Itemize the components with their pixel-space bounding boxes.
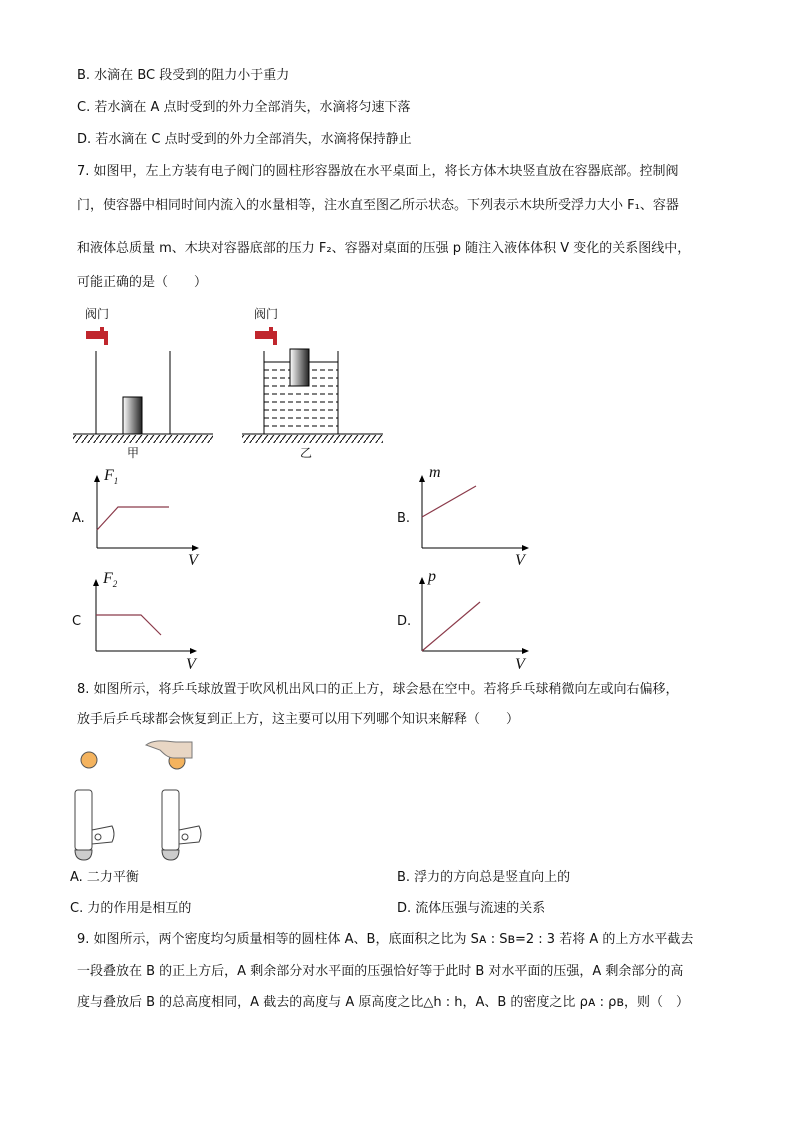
- graph-c-y-label: $F_2$: [103, 570, 118, 590]
- graph-c-line: [96, 615, 161, 635]
- figure-jia: [73, 327, 213, 443]
- wood-block: [123, 397, 142, 434]
- q9-text-line: 度与叠放后 B 的总高度相同，A 截去的高度与 A 原高度之比△h : h，A、B 的密度之比 ρᴀ : ρʙ，则（ ）: [77, 995, 689, 1010]
- q8-option-c: C. 力的作用是相互的: [70, 901, 192, 916]
- q9-text-line: 9. 如图所示，两个密度均匀质量相等的圆柱体 A、B，底面积之比为 Sᴀ : Sʙ=2 : 3 若将 A 的上方水平截去: [77, 932, 694, 947]
- graph-a-option: A.: [72, 511, 85, 526]
- graph-d-option: D.: [397, 614, 412, 629]
- graph-b-y-label: m: [429, 464, 441, 481]
- graph-b-x-label: V: [515, 552, 525, 569]
- ping-pong-ball: [81, 752, 97, 768]
- graph-a-line: [97, 507, 169, 530]
- q8-option-d: D. 流体压强与流速的关系: [397, 901, 546, 916]
- q9-text-line: 一段叠放在 B 的正上方后，A 剩余部分对水平面的压强恰好等于此时 B 对水平面的压强，A 剩余部分的高: [77, 964, 684, 979]
- hand-icon: [146, 741, 192, 758]
- hair-dryer-icon: [162, 790, 201, 860]
- graph-c-x-label: V: [186, 656, 196, 673]
- q8-text-line: 放手后乒乓球都会恢复到正上方，这主要可以用下列哪个知识来解释（ ）: [77, 712, 520, 727]
- figure-jia-label: 甲: [127, 446, 140, 460]
- graph-d-line: [422, 602, 480, 651]
- graph-a-x-label: V: [188, 552, 198, 569]
- figure-q8: [75, 741, 201, 860]
- hair-dryer-icon: [75, 790, 114, 860]
- graph-d-y-label: p: [428, 568, 436, 585]
- graph-a-y-label: $F_1$: [104, 467, 119, 487]
- q6-option-b: B. 水滴在 BC 段受到的阻力小于重力: [77, 68, 290, 83]
- q7-text-line: 可能正确的是（ ）: [77, 275, 208, 290]
- q8-option-b: B. 浮力的方向总是竖直向上的: [397, 870, 571, 885]
- wood-block: [290, 349, 309, 386]
- valve-label: 阀门: [85, 307, 110, 321]
- graph-d-x-label: V: [515, 656, 525, 673]
- faucet-icon: [86, 327, 108, 345]
- q7-text-line: 和液体总质量 m、木块对容器底部的压力 F₂、容器对桌面的压强 p 随注入液体体积 V 变化的关系图线中，: [77, 241, 691, 256]
- figure-yi-label: 乙: [300, 446, 313, 460]
- q8-text-line: 8. 如图所示，将乒乓球放置于吹风机出风口的正上方，球会悬在空中。若将乒乓球稍微向左或向右偏移，: [77, 682, 679, 697]
- q6-option-c: C. 若水滴在 A 点时受到的外力全部消失，水滴将匀速下落: [77, 100, 411, 115]
- graph-c-option: C: [72, 614, 82, 629]
- valve-label: 阀门: [254, 307, 279, 321]
- q8-option-a: A. 二力平衡: [70, 870, 139, 885]
- faucet-icon: [255, 327, 277, 345]
- q7-text-line: 门，使容器中相同时间内流入的水量相等，注水直至图乙所示状态。下列表示木块所受浮力大小 F₁、容器: [77, 198, 679, 213]
- graph-b-option: B.: [397, 511, 411, 526]
- q6-option-d: D. 若水滴在 C 点时受到的外力全部消失，水滴将保持静止: [77, 132, 412, 147]
- q7-text-line: 7. 如图甲，左上方装有电子阀门的圆柱形容器放在水平桌面上，将长方体木块竖直放在容器底部。控制阀: [77, 164, 679, 179]
- graph-b-line: [422, 486, 476, 517]
- figure-yi: [242, 327, 383, 443]
